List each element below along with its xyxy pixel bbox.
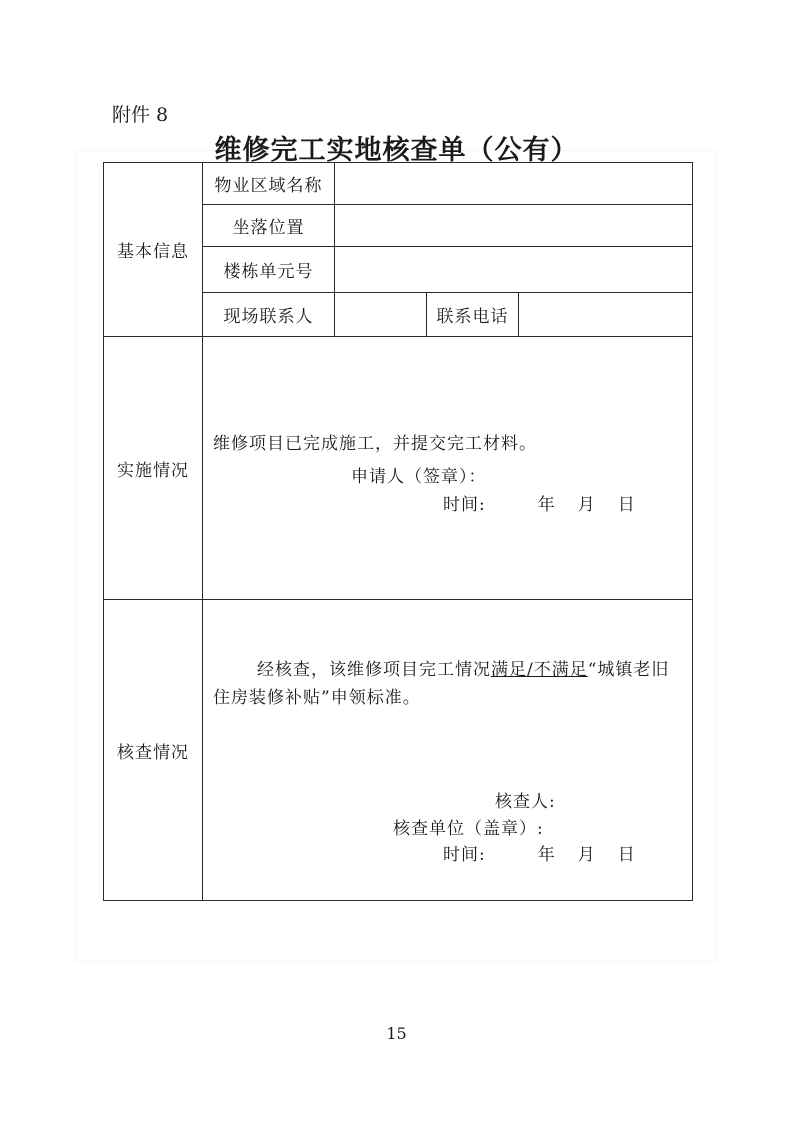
time-label: 时间: (443, 845, 486, 865)
implementation-statement: 维修项目已完成施工，并提交完工材料。 (213, 434, 537, 454)
page-number: 15 (386, 1024, 407, 1043)
inspection-unit-label: 核查单位（盖章）: (393, 819, 544, 839)
implementation-content (203, 337, 693, 600)
contact-phone-field[interactable] (519, 293, 693, 337)
time-label: 时间: (443, 495, 486, 515)
building-unit-label: 楼栋单元号 (203, 247, 335, 293)
option-separator: / (527, 660, 534, 680)
contact-phone-label: 联系电话 (427, 293, 519, 337)
implementation-date-line (443, 490, 636, 515)
year-label: 年 (537, 845, 556, 865)
property-area-label: 物业区域名称 (203, 163, 335, 205)
property-area-field[interactable] (335, 163, 693, 205)
month-label: 月 (577, 495, 596, 515)
year-label: 年 (537, 495, 556, 515)
day-label: 日 (617, 845, 636, 865)
attachment-label: 附件 8 (112, 104, 169, 126)
check-content (203, 600, 693, 901)
contact-person-field[interactable] (335, 293, 427, 337)
inspection-form-table (103, 162, 693, 901)
month-label: 月 (577, 845, 596, 865)
check-date-line (443, 840, 636, 865)
location-field[interactable] (335, 205, 693, 247)
location-label: 坐落位置 (203, 205, 335, 247)
day-label: 日 (617, 495, 636, 515)
check-section-label: 核查情况 (104, 600, 203, 901)
basic-info-section-label: 基本信息 (104, 163, 203, 337)
check-text-after: “城镇老旧住房装修补贴”申领标准。 (213, 660, 670, 708)
check-text-before: 经核查，该维修项目完工情况 (257, 660, 491, 680)
building-unit-field[interactable] (335, 247, 693, 293)
check-statement (213, 656, 683, 712)
implementation-section-label: 实施情况 (104, 337, 203, 600)
applicant-signature-label: 申请人（签章）： (351, 467, 487, 487)
inspector-label: 核查人: (495, 792, 556, 812)
option-not-satisfy: 不满足 (533, 660, 588, 680)
page-title: 维修完工实地核查单（公有） (214, 135, 579, 166)
option-satisfy: 满足 (491, 660, 527, 680)
contact-person-label: 现场联系人 (203, 293, 335, 337)
